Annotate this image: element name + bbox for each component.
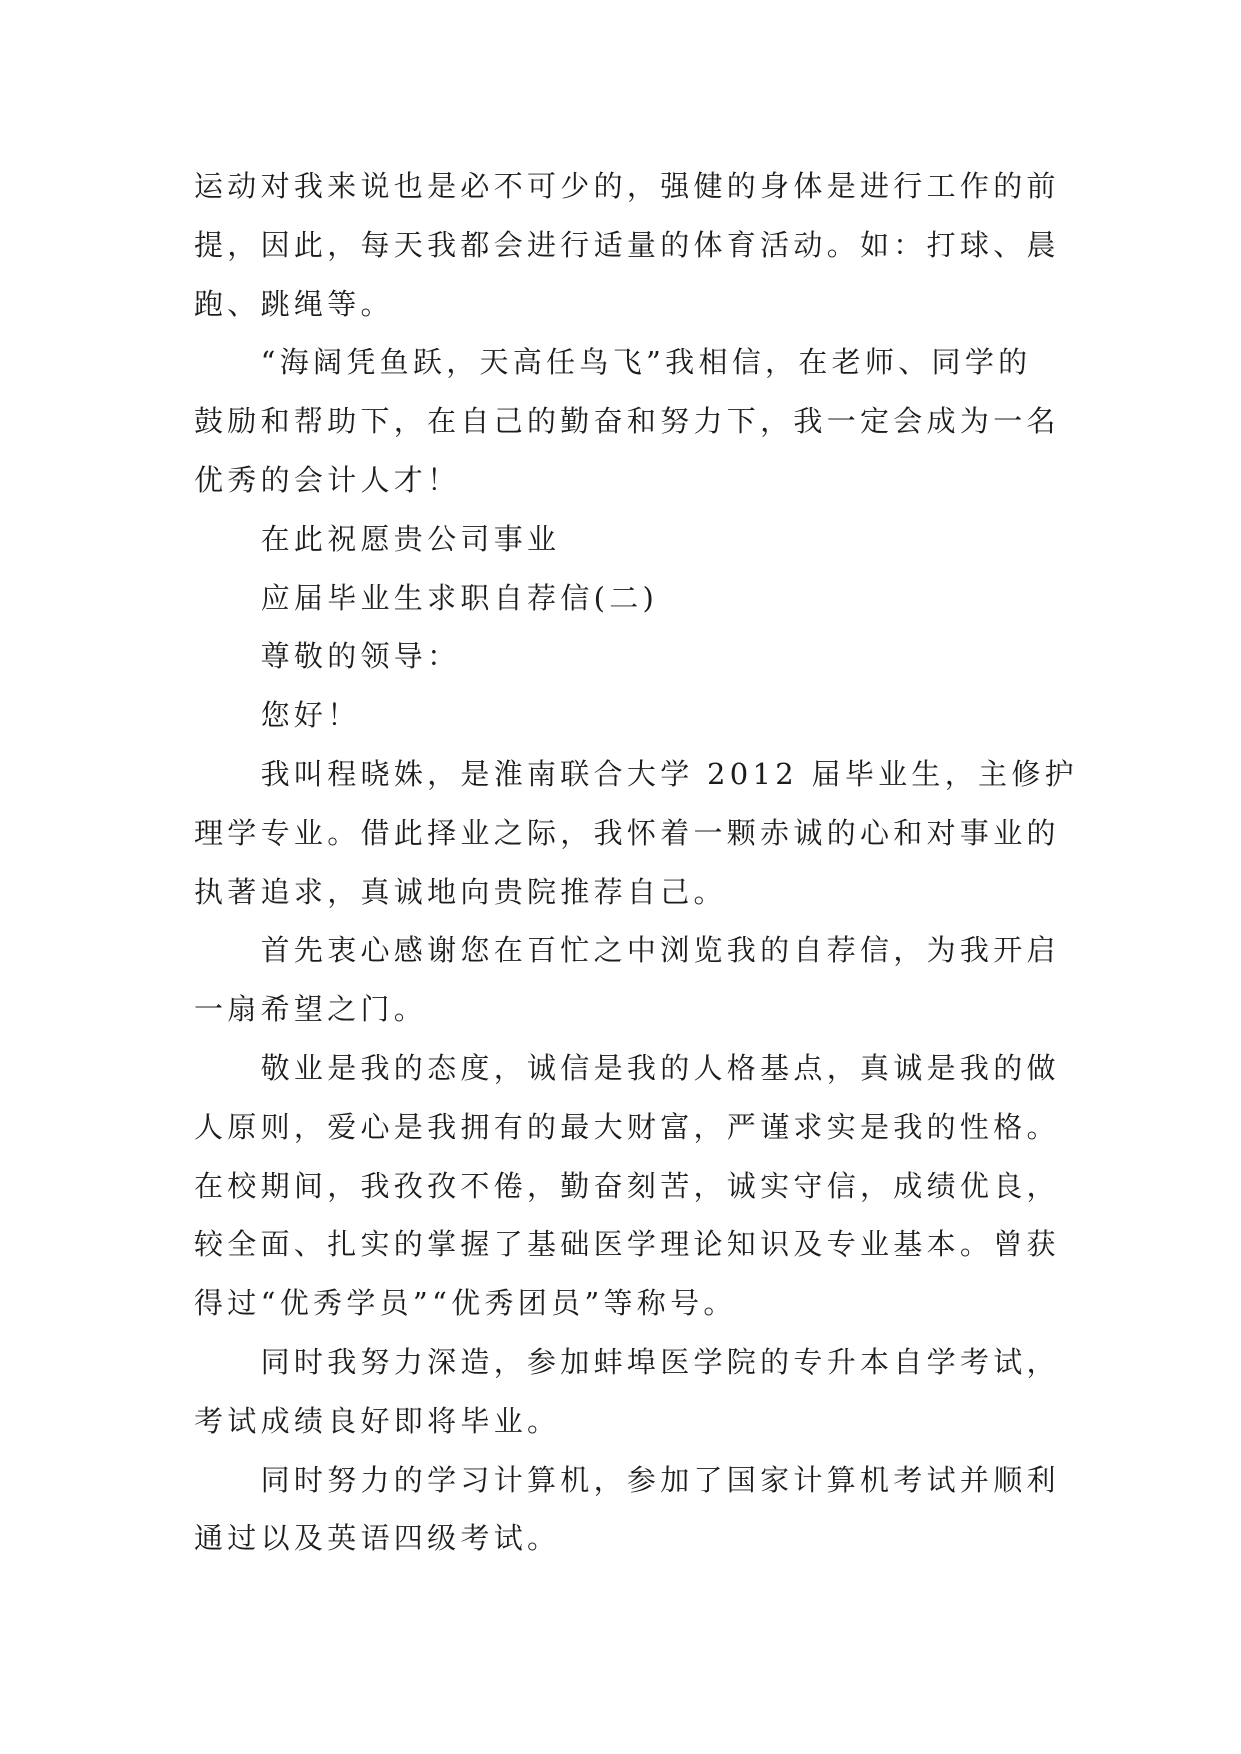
text-line: 运动对我来说也是必不可少的，强健的身体是进行工作的前 bbox=[194, 169, 1060, 203]
letter-title bbox=[194, 569, 1094, 628]
text-line: “海阔凭鱼跃，天高任鸟飞”我相信，在老师、同学的 bbox=[260, 345, 1032, 380]
text-line: 考试成绩良好即将毕业。 bbox=[194, 1403, 561, 1438]
text-line: 人原则，爱心是我拥有的最大财富，严谨求实是我的性格。 bbox=[194, 1109, 1060, 1144]
text-line: 执著追求，真诚地向贵院推荐自己。 bbox=[194, 874, 727, 909]
text-line: 您好！ bbox=[260, 698, 361, 733]
text-line: 跑、跳绳等。 bbox=[194, 286, 394, 321]
salutation bbox=[194, 627, 1094, 686]
paragraph bbox=[194, 745, 1094, 921]
paragraph bbox=[194, 1451, 1094, 1569]
document-body bbox=[194, 157, 1094, 1568]
paragraph bbox=[194, 921, 1094, 1039]
text-line: 同时努力的学习计算机，参加了国家计算机考试并顺利 bbox=[260, 1462, 1060, 1497]
text-line: 我叫程晓姝，是淮南联合大学 2012 届毕业生，主修护 bbox=[260, 756, 1078, 791]
greeting bbox=[194, 686, 1094, 745]
text-line: 较全面、扎实的掌握了基础医学理论知识及专业基本。曾获 bbox=[194, 1227, 1060, 1262]
closing-line bbox=[194, 510, 1094, 569]
text-line: 应届毕业生求职自荐信(二) bbox=[260, 580, 659, 615]
text-line: 理学专业。借此择业之际，我怀着一颗赤诚的心和对事业的 bbox=[194, 815, 1060, 850]
paragraph-continued bbox=[194, 157, 1094, 333]
text-line: 鼓励和帮助下，在自己的勤奋和努力下，我一定会成为一名 bbox=[194, 404, 1060, 439]
text-line: 得过“优秀学员”“优秀团员”等称号。 bbox=[194, 1286, 737, 1321]
text-line: 通过以及英语四级考试。 bbox=[194, 1521, 561, 1556]
text-line: 优秀的会计人才！ bbox=[194, 462, 461, 497]
text-line: 提，因此，每天我都会进行适量的体育活动。如：打球、晨 bbox=[194, 227, 1060, 262]
text-line: 在此祝愿贵公司事业 bbox=[260, 521, 561, 556]
text-line: 一扇希望之门。 bbox=[194, 992, 428, 1027]
paragraph bbox=[194, 333, 1094, 509]
text-line: 同时我努力深造，参加蚌埠医学院的专升本自学考试， bbox=[260, 1344, 1060, 1379]
paragraph bbox=[194, 1039, 1094, 1333]
text-line: 在校期间，我孜孜不倦，勤奋刻苦，诚实守信，成绩优良， bbox=[194, 1168, 1060, 1203]
text-line: 敬业是我的态度，诚信是我的人格基点，真诚是我的做 bbox=[260, 1050, 1060, 1085]
text-line: 首先衷心感谢您在百忙之中浏览我的自荐信，为我开启 bbox=[260, 933, 1060, 968]
paragraph bbox=[194, 1333, 1094, 1451]
text-line: 尊敬的领导： bbox=[260, 639, 461, 674]
